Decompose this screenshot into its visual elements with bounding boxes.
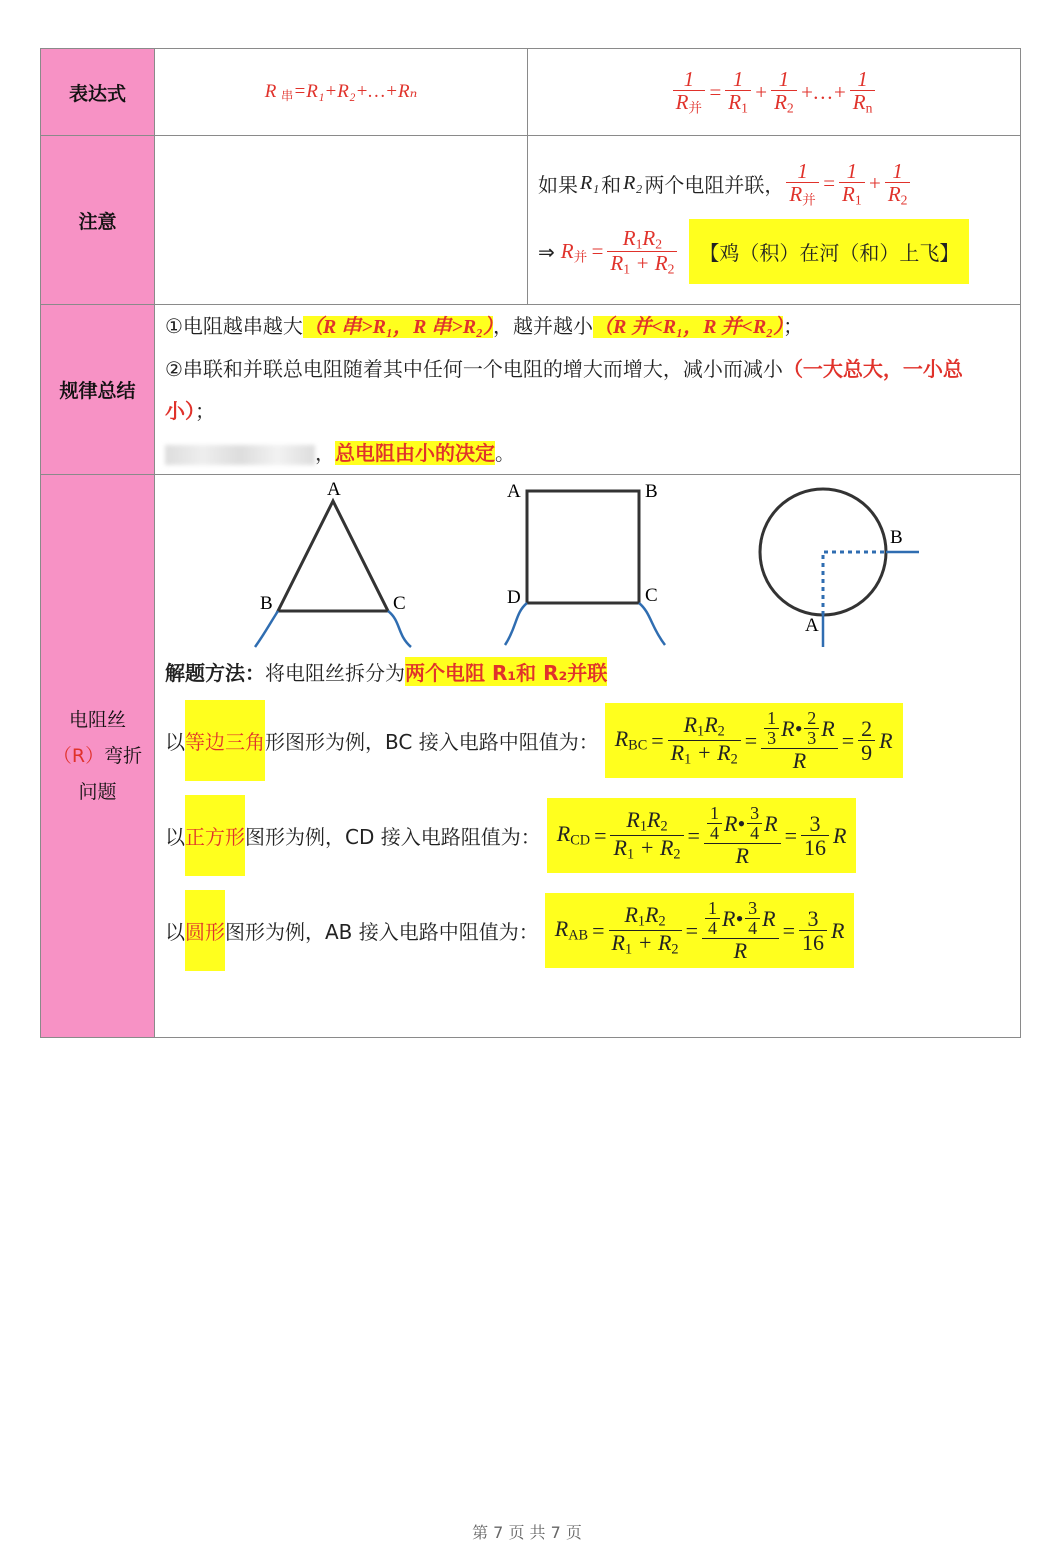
redacted-text xyxy=(165,445,315,465)
rule-line-3: ，总电阻由小的决定。 xyxy=(155,432,1020,474)
square-diagram xyxy=(505,481,665,645)
square-label-b: B xyxy=(645,481,658,502)
note-header: 注意 xyxy=(41,136,155,305)
example-circle: 以 圆形 图形为例，AB 接入电路中阻值为： $R_{AB}$ = $\frac{R_1R_2}{R_1 + R_2}$ = $\frac{1}{4}$ R• $\frac{3}{4}$ R R = $\frac{3}{16}$ R xyxy=(165,890,1020,971)
square-label-d: D xyxy=(507,587,521,608)
expression-header: 表达式 xyxy=(41,49,155,136)
series-formula-cell xyxy=(155,49,528,136)
implies-symbol: ⇒ xyxy=(538,239,555,264)
formula-bc: $R_{BC}$ = $\frac{R_1R_2}{R_1 + R_2}$ = $\frac{1}{3}$ R• $\frac{2}{3}$ R R = $\frac{2}{9}$ R xyxy=(605,703,903,778)
note-line-2 xyxy=(538,219,1020,284)
wire-row xyxy=(41,475,1021,1038)
triangle-label-a: A xyxy=(327,479,341,500)
mnemonic-badge: 【鸡（积）在河（和）上飞】 xyxy=(689,219,969,284)
wire-header: 电阻丝 （R）弯折 问题 xyxy=(41,475,155,1038)
page-footer: 第 7 页 共 7 页 xyxy=(472,1523,582,1542)
wire-content-cell xyxy=(155,475,1021,1038)
triangle-label-b: B xyxy=(260,593,273,614)
product-over-sum: $R_并$ = $\frac{R_1R_2}{R_1 + R_2}$ xyxy=(561,227,678,277)
formula-ab: $R_{AB}$ = $\frac{R_1R_2}{R_1 + R_2}$ = $\frac{1}{4}$ R• $\frac{3}{4}$ R R = $\frac{3}{16}$ R xyxy=(545,893,855,968)
expression-row xyxy=(41,49,1021,136)
triangle-diagram xyxy=(255,479,411,647)
square-label-c: C xyxy=(645,585,658,606)
circle-diagram xyxy=(760,489,919,647)
note-line-1: 如果 R₁ 和 R₂ 两个电阻并联， $\frac{1}{R_并}$ = $\frac{1}{R_1}$ + $\frac{1}{R_2}$ xyxy=(538,160,1020,208)
note-content-cell xyxy=(528,136,1021,305)
circle-label-b: B xyxy=(890,527,903,548)
example-triangle: 以 等边三角 形图形为例，BC 接入电路中阻值为： $R_{BC}$ = $\frac{R_1R_2}{R_1 + R_2}$ = $\frac{1}{3}$ R• $\frac{2}{3}$ R R = $\frac{2}{9}$ R xyxy=(165,700,1020,781)
series-formula: R $_串$=R₁+R₂+…+Rₙ xyxy=(264,80,418,104)
parallel-formula-cell xyxy=(528,49,1021,136)
parallel-formula: $\frac{1}{R_并}$ = $\frac{1}{R_1}$ + $\frac{1}{R_2}$ +…+ $\frac{1}{R_n}$ xyxy=(673,68,876,116)
note-empty-cell xyxy=(155,136,528,305)
triangle-label-c: C xyxy=(393,593,406,614)
rule-line-2: ②串联和并联总电阻随着其中任何一个电阻的增大而增大，减小而减小（一大总大，一小总小）； xyxy=(165,357,963,423)
rule-row xyxy=(41,305,1021,475)
rule-line-1: ①电阻越串越大（R 串>R₁，R 串>R₂），越并越小（R 并<R₁，R 并<R₂）； xyxy=(165,314,804,338)
formula-cd: $R_{CD}$ = $\frac{R_1R_2}{R_1 + R_2}$ = $\frac{1}{4}$ R• $\frac{3}{4}$ R R = $\frac{3}{16}$ R xyxy=(547,798,857,873)
summary-table xyxy=(40,48,1021,1038)
method-line: 解题方法： 将电阻丝拆分为 两个电阻 R₁和 R₂并联 xyxy=(165,657,1020,686)
square-label-a: A xyxy=(507,481,521,502)
shape-diagrams xyxy=(155,475,1020,653)
example-square: 以 正方形 图形为例，CD 接入电路阻值为： $R_{CD}$ = $\frac{R_1R_2}{R_1 + R_2}$ = $\frac{1}{4}$ R• $\frac{3}{4}$ R R = $\frac{3}{16}$ R xyxy=(165,795,1020,876)
rule-content-cell xyxy=(155,305,1021,475)
rule-header: 规律总结 xyxy=(41,305,155,475)
circle-label-a: A xyxy=(805,615,819,636)
note-row xyxy=(41,136,1021,305)
